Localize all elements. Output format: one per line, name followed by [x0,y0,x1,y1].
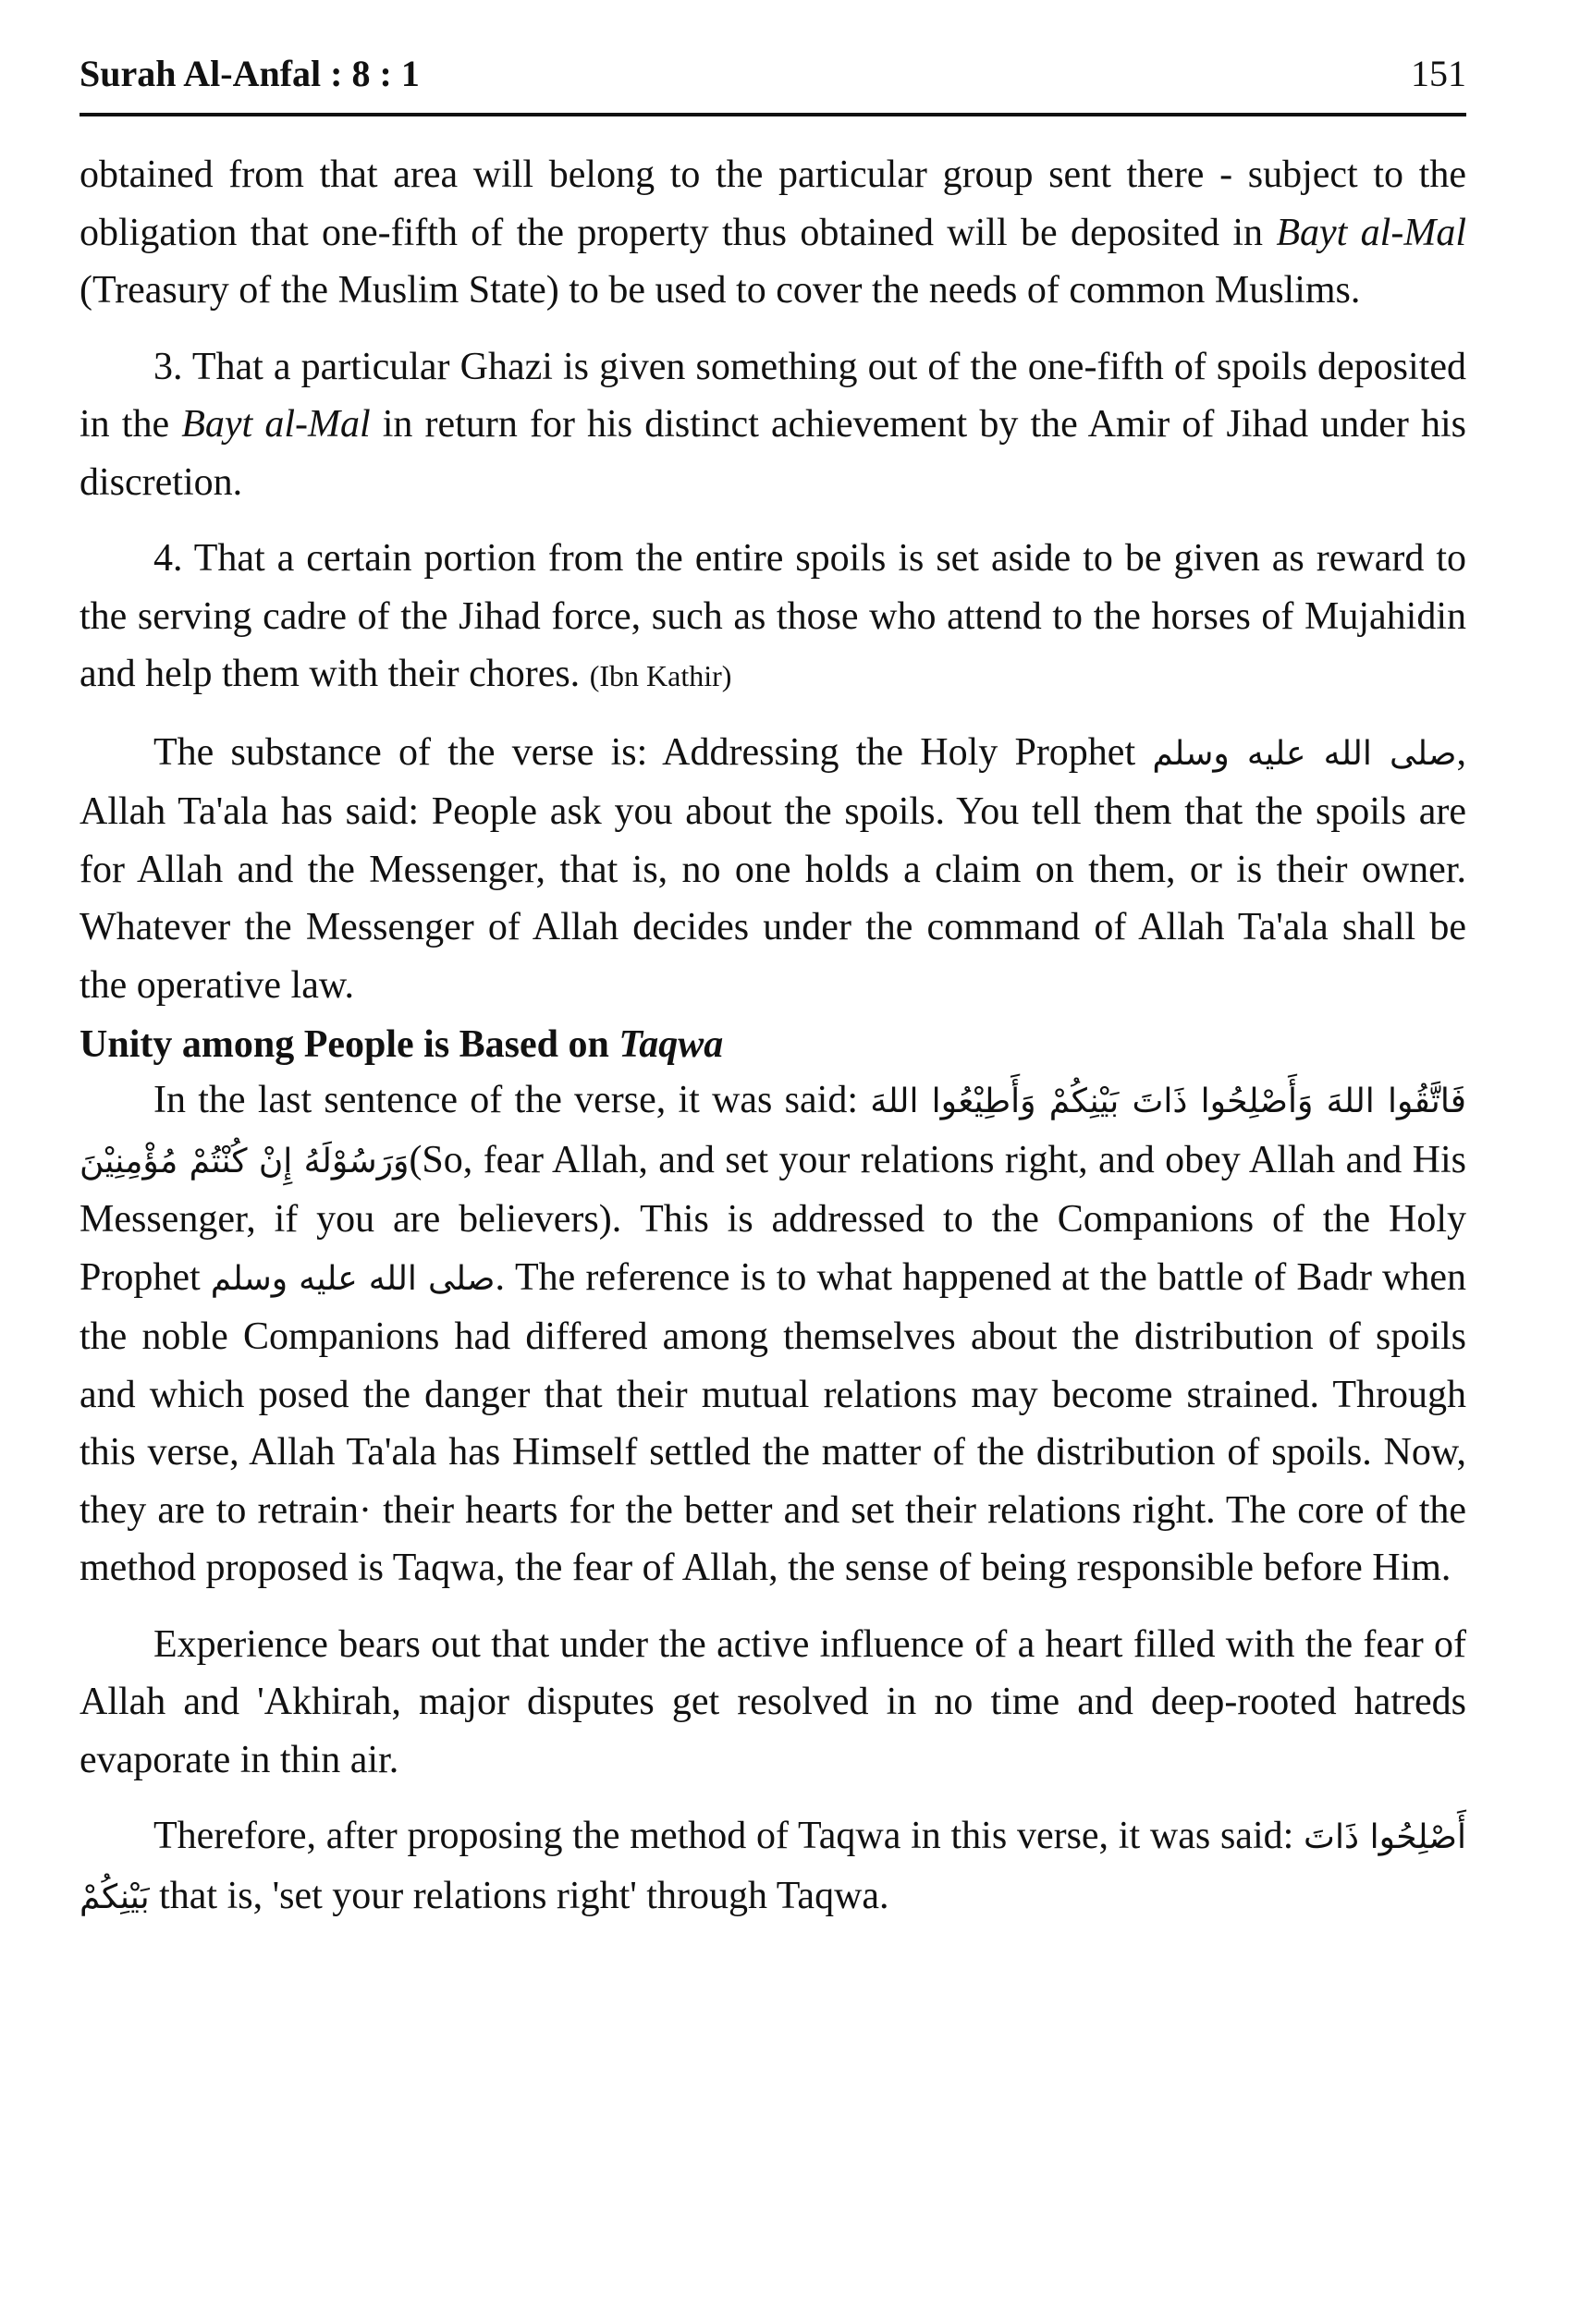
citation: (Ibn Kathir) [589,659,732,692]
paragraph-point-4 [80,530,1466,705]
body-text [80,146,1466,1945]
paragraph-continuation [80,146,1466,320]
paragraph-therefore [80,1807,1466,1926]
text-run: Therefore, after proposing the method of Taqwa in this verse, it was said: [153,1815,1304,1857]
paragraph-verse [80,1071,1466,1597]
heading-text: Unity among People is Based on [80,1023,619,1066]
text-run: . The reference is to what happened at the battle of Badr when the noble Companions had differed among themselves about the distribution of spoils and which posed the danger that their mutual relations may become strained. Through this verse, Allah Ta'ala has Himself settled the matter of the distribution of spoils. Now, they are to retrain· their hearts for the better and set their relations right. The core of the method proposed is Taqwa, the fear of Allah, the sense of being responsible before Him. [80,1255,1467,1589]
paragraph-substance [80,724,1466,1015]
italic-term: Bayt al-Mal [1276,211,1466,254]
text-run: (Treasury of the Muslim State) to be used to cover the needs of common Muslims. [80,269,1361,312]
arabic-salutation: صلى الله عليه وسلم [1152,734,1457,773]
text-run: that is, 'set your relations right' through Taqwa. [149,1874,889,1917]
heading-italic-term: Taqwa [619,1023,724,1066]
text-run: Experience bears out that under the active influence of a heart filled with the fear of Allah and 'Akhirah, major disputes get resolved in no time and deep-rooted hatreds evaporate in thin air. [80,1622,1466,1781]
paragraph-experience [80,1616,1466,1790]
running-head [80,48,1466,116]
paragraph-point-3 [80,338,1466,512]
section-heading [80,1018,1466,1071]
page-number: 151 [1411,53,1466,94]
text-run: obtained from that area will belong to the particular group sent there - subject to the obligation that one-fifth of the property thus obtained will be deposited in [80,153,1466,254]
arabic-salutation: صلى الله عليه وسلم [210,1259,496,1298]
text-run: 3. That a particular Ghazi is given something out of the one-fifth of spoils deposited in the [80,345,1466,446]
text-run: (So, fear Allah, and set your relations right, and obey Allah and His Messenger, if you are believers). This is addressed to the Companions of the Holy Prophet [80,1138,1466,1299]
text-run: The substance of the verse is: Addressing the Holy Prophet [153,730,1153,774]
running-title: Surah Al-Anfal : 8 : 1 [80,53,420,94]
text-run: in return for his distinct achievement by the Amir of Jihad under his discretion. [80,403,1466,504]
italic-term: Bayt al-Mal [181,403,371,446]
text-run: , Allah Ta'ala has said: People ask you about the spoils. You tell them that the spoils are for Allah and the Messenger, that is, no one holds a claim on them, or is their owner. Whatever the Messenger of Allah decides under the command of Allah Ta'ala shall be the operative law. [80,730,1467,1007]
text-run: 4. That a certain portion from the entire spoils is set aside to be given as reward to the serving cadre of the Jihad force, such as those who attend to the horses of Mujahidin and help them with their chores. [80,537,1466,695]
text-run: In the last sentence of the verse, it was said: [153,1079,871,1121]
arabic-phrase: أَصْلِحُوا ذَاتَ بَيْنِكُمْ [80,1818,1466,1916]
arabic-verse: فَاتَّقُوا اللهَ وَأَصْلِحُوا ذَاتَ بَيْنِكُمْ وَأَطِيْعُوا اللهَ وَرَسُوْلَهُ إِنْ كُنْتُمْ مُؤْمِنِيْنَ [80,1082,1467,1180]
